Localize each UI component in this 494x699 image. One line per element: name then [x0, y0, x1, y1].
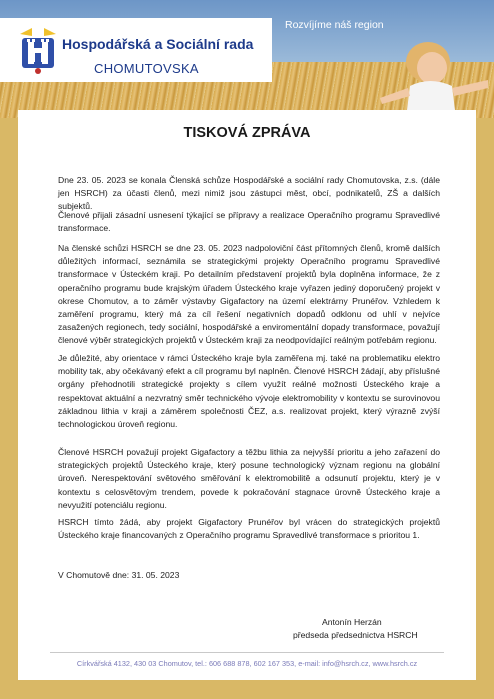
footer-contact: Církvářská 4132, 430 03 Chomutov, tel.: 606 688 878, 602 167 353, e-mail: info@hsrch.cz, www.hsrch.cz — [76, 659, 418, 668]
tagline: Rozvíjíme náš region — [285, 19, 384, 31]
paragraph-6: HSRCH tímto žádá, aby projekt Gigafactory Prunéřov byl vrácen do strategických projektů Ústeckého kraje financovaných z Operačního programu Spravedlivé transformace s prioritou 1. — [58, 517, 440, 541]
paragraph-3: Na členské schůzi HSRCH se dne 23. 05. 2023 nadpoloviční část přítomných členů, kromě dalších důležitých informací, seznámila se strategickými projekty Operačního programu Spravedlivé transformace v Ústeckém kraji. Po detailním představení projektů byla doplněna informace, že z operačního programu bude krajským úřadem Ústeckého kraje vyřazen jediný doporučený projekt v okrese Chomutov, a to záměr výstavby Gigafactory na území elektrárny Prunéřov. Vzhledem k zaměření programu, který má za cíl řešení negativních dopadů odklonu od uhlí v nejvíce zasažených regionech, tedy sociální, hospodářské a enviromentální dopady transformace, považují členové výběr strategických projektů v Ústeckém kraji za neodpovídající reálným potřebám regionu. — [58, 243, 440, 346]
chomutov-crest-icon — [18, 24, 58, 74]
paragraph-2: Členové přijali zásadní usnesení týkající se přípravy a realizace Operačního programu Spravedlivé transformace. — [58, 210, 440, 234]
paragraph-1: Dne 23. 05. 2023 se konala Členská schůze Hospodářské a sociální rady Chomutovska, z.s. (dále jen HSRCH) za účasti členů, mezi nimiž jsou zástupci měst, obcí, podnikatelů, ZŠ a dalších subjektů. — [58, 175, 440, 212]
signatory-name: Antonín Herzán — [322, 617, 382, 627]
paragraph-5: Členové HSRCH považují projekt Gigafactory a těžbu lithia za nejvyšší prioritu a jeho zařazení do strategických projektů Ústeckého kraje, který posune technologický význam regionu na globální úroveň. Nerespektování světového směřování k elektromobilitě a odsunutí projektu, který je v kontextu s celosvětovým trendem, povede k pokračování stagnace úrovně Ústeckého kraje a nevyužití potenciálu regionu. — [58, 447, 440, 510]
organization-region: CHOMUTOVSKA — [94, 61, 199, 76]
signatory-title: předseda předsednictva HSRCH — [293, 630, 418, 640]
place-and-date: V Chomutově dne: 31. 05. 2023 — [58, 570, 180, 580]
paragraph-4: Je důležité, aby orientace v rámci Ústeckého kraje byla zaměřena mj. také na problematiku elektro mobility tak, aby očekávaný efekt a cíl programu byl naplněn. Členové HSRCH žádají, aby příslušné orgány přehodnotili strategické projekty s cílem využít reálné možnosti Ústeckého kraje a respektovat aktuální a nezvratný směr technického vývoje elektromobility v kontextu se surovinovou základnou lithia v kraji a záměrem společnosti ČEZ, a.s. realizovat projekt, který výrazně zvýší technologickou úroveň regionu. — [58, 353, 440, 430]
document-heading: TISKOVÁ ZPRÁVA — [183, 125, 311, 141]
footer-divider — [50, 652, 444, 653]
child-photo-image — [370, 28, 488, 118]
organization-name: Hospodářská a Sociální rada — [62, 36, 254, 52]
header-banner — [0, 0, 494, 118]
